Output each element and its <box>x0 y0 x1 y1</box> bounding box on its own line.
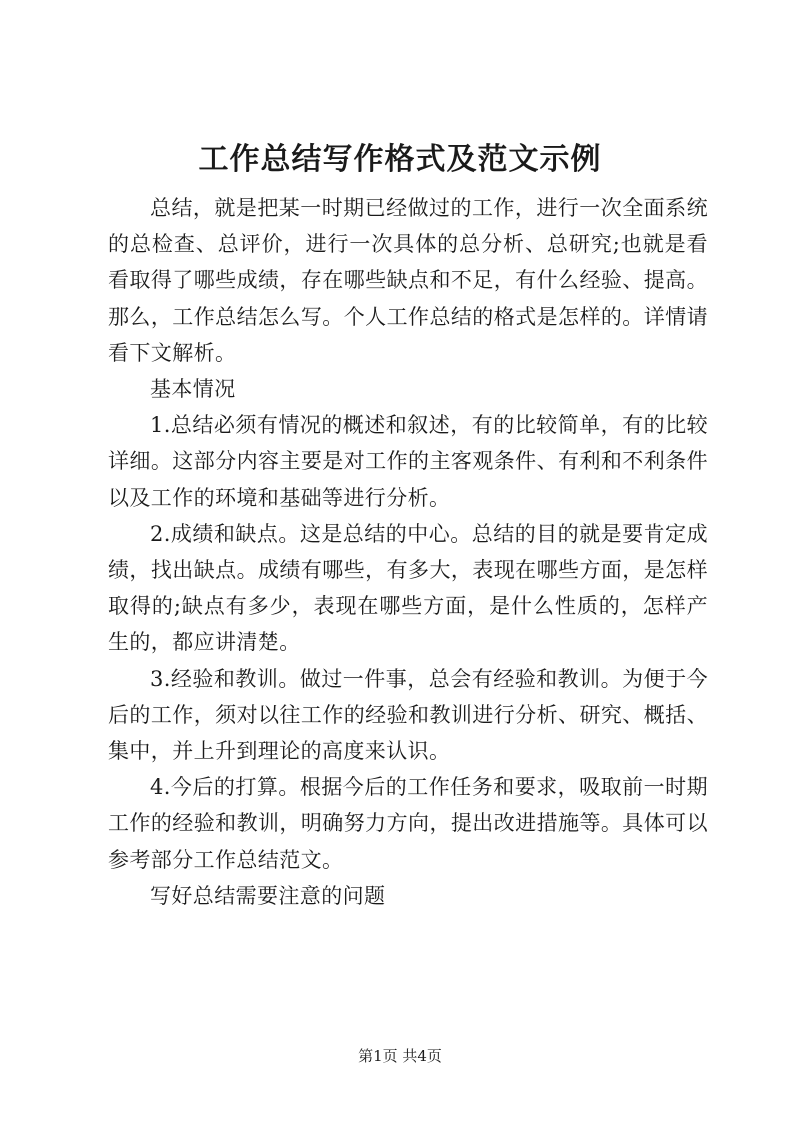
paragraph-item-3: 3.经验和教训。做过一件事，总会有经验和教训。为便于今后的工作，须对以往工作的经验和教训进行分析、研究、概括、集中，并上升到理论的高度来认识。 <box>108 666 708 764</box>
document-title: 工作总结写作格式及范文示例 <box>198 142 602 177</box>
paragraph-item-2: 2.成绩和缺点。这是总结的中心。总结的目的就是要肯定成绩，找出缺点。成绩有哪些，有多大，表现在哪些方面，是怎样取得的;缺点有多少，表现在哪些方面，是什么性质的，怎样产生的，都应讲清楚。 <box>108 521 708 655</box>
document-body <box>108 190 708 914</box>
paragraph-heading-basic: 基本情况 <box>150 377 236 402</box>
page-indicator: 第1页 共4页 <box>358 1047 442 1065</box>
paragraph-intro: 总结，就是把某一时期已经做过的工作，进行一次全面系统的总检查、总评价，进行一次具体的总分析、总研究;也就是看看取得了哪些成绩，存在哪些缺点和不足，有什么经验、提高。那么，工作总结怎么写。个人工作总结的格式是怎样的。详情请看下文解析。 <box>108 196 708 365</box>
paragraph-heading-notes: 写好总结需要注意的问题 <box>150 883 386 908</box>
paragraph-item-1: 1.总结必须有情况的概述和叙述，有的比较简单，有的比较详细。这部分内容主要是对工作的主客观条件、有利和不利条件以及工作的环境和基础等进行分析。 <box>108 413 708 510</box>
paragraph-item-4: 4.今后的打算。根据今后的工作任务和要求，吸取前一时期工作的经验和教训，明确努力方向，提出改进措施等。具体可以参考部分工作总结范文。 <box>108 775 708 872</box>
